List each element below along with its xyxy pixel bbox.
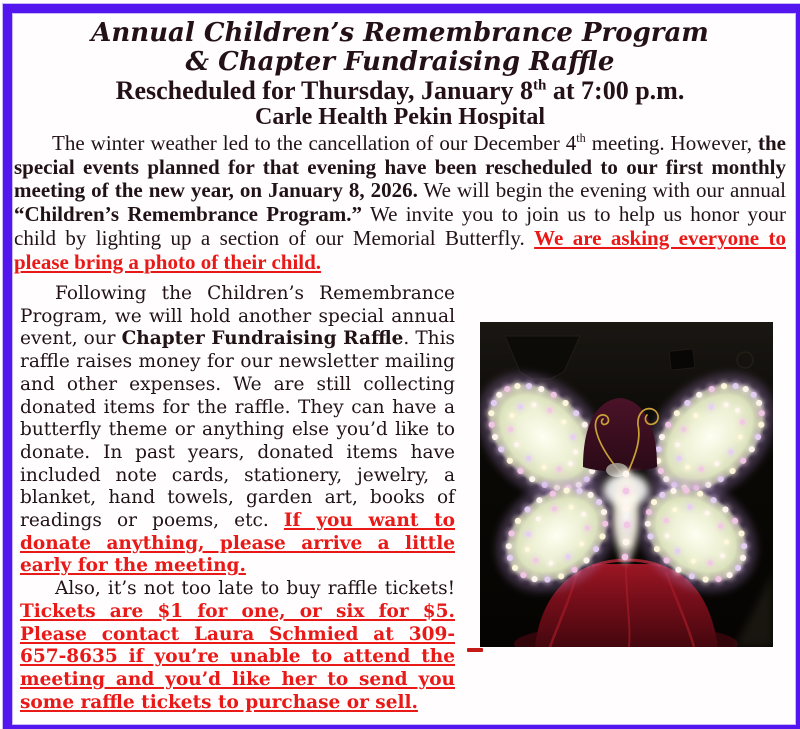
led-dot bbox=[601, 509, 607, 515]
led-dot bbox=[572, 567, 578, 573]
led-dot bbox=[514, 442, 519, 447]
led-dot bbox=[624, 522, 631, 529]
led-dot bbox=[512, 565, 518, 571]
led-dot bbox=[743, 386, 749, 392]
led-dot bbox=[561, 419, 566, 424]
led-dot bbox=[705, 511, 710, 516]
led-dot bbox=[659, 434, 665, 440]
led-dot bbox=[681, 427, 686, 432]
led-dot bbox=[709, 404, 714, 409]
led-dot bbox=[508, 530, 514, 536]
led-dot bbox=[740, 555, 746, 561]
led-dot bbox=[526, 456, 531, 461]
led-dot bbox=[582, 422, 588, 428]
led-dot bbox=[588, 492, 594, 498]
led-dot bbox=[730, 468, 736, 474]
led-dot bbox=[693, 413, 698, 418]
led-dot bbox=[670, 488, 676, 494]
led-dot bbox=[518, 404, 523, 409]
led-dot bbox=[740, 419, 745, 424]
led-dot bbox=[583, 557, 589, 563]
led-dot bbox=[550, 491, 556, 497]
ceiling-speaker bbox=[669, 349, 695, 370]
led-dot bbox=[509, 413, 514, 418]
location-line: Carle Health Pekin Hospital bbox=[255, 104, 545, 130]
memorial-butterfly-photo bbox=[480, 322, 773, 647]
led-dot bbox=[520, 572, 526, 578]
led-dot bbox=[675, 549, 680, 554]
led-dot bbox=[735, 408, 740, 413]
led-dot bbox=[727, 572, 733, 578]
led-dot bbox=[524, 506, 530, 512]
led-dot bbox=[507, 555, 513, 561]
led-dot bbox=[711, 497, 717, 503]
led-dot bbox=[573, 449, 578, 454]
led-dot bbox=[724, 402, 729, 407]
led-dot bbox=[658, 468, 664, 474]
led-dot bbox=[665, 422, 671, 428]
led-dot bbox=[728, 449, 733, 454]
led-dot bbox=[755, 434, 761, 440]
intro-paragraph: The winter weather led to the cancellation of our December 4th meeting. However, the special events planned for that evening have been rescheduled to our first monthly meeting of the new year, on January 8, 2026. We will begin the evening with our annual “Children’s Remembrance Program.” We invite you to join us to help us honor your child by lighting up a section of our Memorial Butterfly. We are asking everyone to please bring a photo of their child. bbox=[14, 131, 787, 274]
led-dot bbox=[676, 456, 681, 461]
led-dot bbox=[756, 400, 762, 406]
led-dot bbox=[751, 392, 757, 398]
led-dot bbox=[675, 567, 681, 573]
led-dot bbox=[674, 410, 680, 416]
led-dot bbox=[689, 573, 695, 579]
led-dot bbox=[564, 487, 570, 493]
led-dot bbox=[722, 506, 728, 512]
led-dot bbox=[623, 488, 630, 495]
led-dot bbox=[735, 565, 741, 571]
led-dot bbox=[488, 410, 494, 416]
led-dot bbox=[548, 561, 553, 566]
led-dot bbox=[708, 560, 713, 565]
header bbox=[14, 19, 786, 130]
led-dot bbox=[724, 539, 729, 544]
led-dot bbox=[573, 410, 579, 416]
led-dot bbox=[544, 576, 550, 582]
led-dot bbox=[715, 576, 721, 582]
led-dot bbox=[718, 524, 723, 529]
led-dot bbox=[697, 491, 703, 497]
left-column bbox=[20, 283, 455, 714]
led-dot bbox=[532, 402, 537, 407]
led-dot bbox=[718, 476, 724, 482]
led-dot bbox=[740, 458, 746, 464]
led-dot bbox=[492, 434, 498, 440]
led-dot bbox=[714, 461, 719, 466]
led-dot bbox=[646, 509, 652, 515]
led-dot bbox=[675, 442, 680, 447]
butterfly-illustration bbox=[480, 322, 773, 647]
tickets-paragraph: Also, it’s not too late to buy raffle tickets! Tickets are $1 for one, or six for $5. Please contact Laura Schmied at 309-657-8635 if you’re unable to attend the meeting and you’d like her to send you some raffle tickets to purchase or sell. bbox=[20, 578, 455, 713]
led-dot bbox=[593, 546, 599, 552]
led-dot bbox=[515, 518, 521, 524]
led-dot bbox=[709, 386, 715, 392]
page-title-line2: & Chapter Fundraising Raffle bbox=[185, 47, 615, 77]
led-dot bbox=[507, 458, 513, 464]
led-dot bbox=[683, 487, 689, 493]
led-dot bbox=[504, 386, 510, 392]
led-dot bbox=[533, 558, 538, 563]
led-dot bbox=[568, 461, 573, 466]
led-dot bbox=[491, 400, 497, 406]
led-dot bbox=[508, 427, 513, 432]
led-dot bbox=[684, 400, 690, 406]
reschedule-date-line: Rescheduled for Thursday, January 8th at 7:00 p.m. bbox=[115, 76, 685, 105]
led-dot bbox=[563, 400, 569, 406]
led-dot bbox=[602, 521, 608, 527]
led-dot bbox=[542, 465, 547, 470]
led-dot bbox=[585, 525, 590, 530]
led-dot bbox=[656, 446, 662, 452]
led-dot bbox=[664, 518, 669, 523]
led-dot bbox=[672, 507, 677, 512]
led-dot bbox=[685, 465, 690, 470]
led-dot bbox=[529, 476, 535, 482]
led-dot bbox=[645, 521, 651, 527]
led-dot bbox=[569, 505, 574, 510]
led-dot bbox=[538, 386, 544, 392]
led-dot bbox=[647, 533, 653, 539]
raffle-paragraph: Following the Children’s Remembrance Program, we will hold another special annual event, our Chapter Fundraising Raffle. This raffle raises money for our newsletter mailing and other expenses. We are still collecting donated items for the raffle. They can have a butterfly theme or anything else you’d like to donate. In past years, donated items have included note cards, stationery, jewelry, a blanket, hand towels, garden art, books of readings or poems, etc. If you want to donate anything, please arrive a little early for the meeting. bbox=[20, 283, 455, 577]
led-dot bbox=[703, 576, 709, 582]
page-title-line1: Annual Children’s Remembrance Program bbox=[91, 18, 709, 48]
led-dot bbox=[622, 554, 629, 561]
led-dot bbox=[526, 532, 531, 537]
led-dot bbox=[552, 506, 557, 511]
led-dot bbox=[687, 504, 692, 509]
led-dot bbox=[496, 392, 502, 398]
led-dot bbox=[758, 422, 764, 428]
led-dot bbox=[571, 434, 576, 439]
led-dot bbox=[514, 383, 520, 389]
led-dot bbox=[749, 446, 755, 452]
led-dot bbox=[531, 576, 537, 582]
led-dot bbox=[651, 499, 657, 505]
led-dot bbox=[536, 497, 542, 503]
led-dot bbox=[623, 539, 630, 546]
led-dot bbox=[720, 553, 725, 558]
led-dot bbox=[525, 547, 530, 552]
led-dot bbox=[547, 408, 552, 413]
led-dot bbox=[654, 546, 660, 552]
led-dot bbox=[732, 518, 738, 524]
led-dot bbox=[551, 392, 557, 398]
led-dot bbox=[576, 488, 582, 494]
led-dot bbox=[721, 383, 727, 389]
led-dot bbox=[733, 383, 739, 389]
led-dot bbox=[699, 467, 704, 472]
led-dot bbox=[498, 446, 504, 452]
led-dot bbox=[581, 512, 586, 517]
led-dot bbox=[558, 573, 564, 579]
led-dot bbox=[696, 392, 702, 398]
led-dot bbox=[566, 554, 571, 559]
led-dot bbox=[579, 541, 584, 546]
led-dot bbox=[738, 434, 743, 439]
led-dot bbox=[599, 533, 605, 539]
led-dot bbox=[517, 468, 523, 474]
led-dot bbox=[741, 543, 747, 549]
led-dot bbox=[623, 471, 630, 478]
led-dot bbox=[489, 422, 495, 428]
stray-red-dash bbox=[467, 648, 483, 652]
led-dot bbox=[557, 467, 562, 472]
led-dot bbox=[738, 530, 744, 536]
led-dot bbox=[506, 543, 512, 549]
led-dot bbox=[665, 533, 670, 538]
led-dot bbox=[536, 516, 541, 521]
led-dot bbox=[691, 559, 696, 564]
led-dot bbox=[526, 383, 532, 389]
led-dot bbox=[663, 557, 669, 563]
led-dot bbox=[596, 499, 602, 505]
led-dot bbox=[759, 410, 765, 416]
led-dot bbox=[623, 505, 630, 512]
led-dot bbox=[659, 492, 665, 498]
